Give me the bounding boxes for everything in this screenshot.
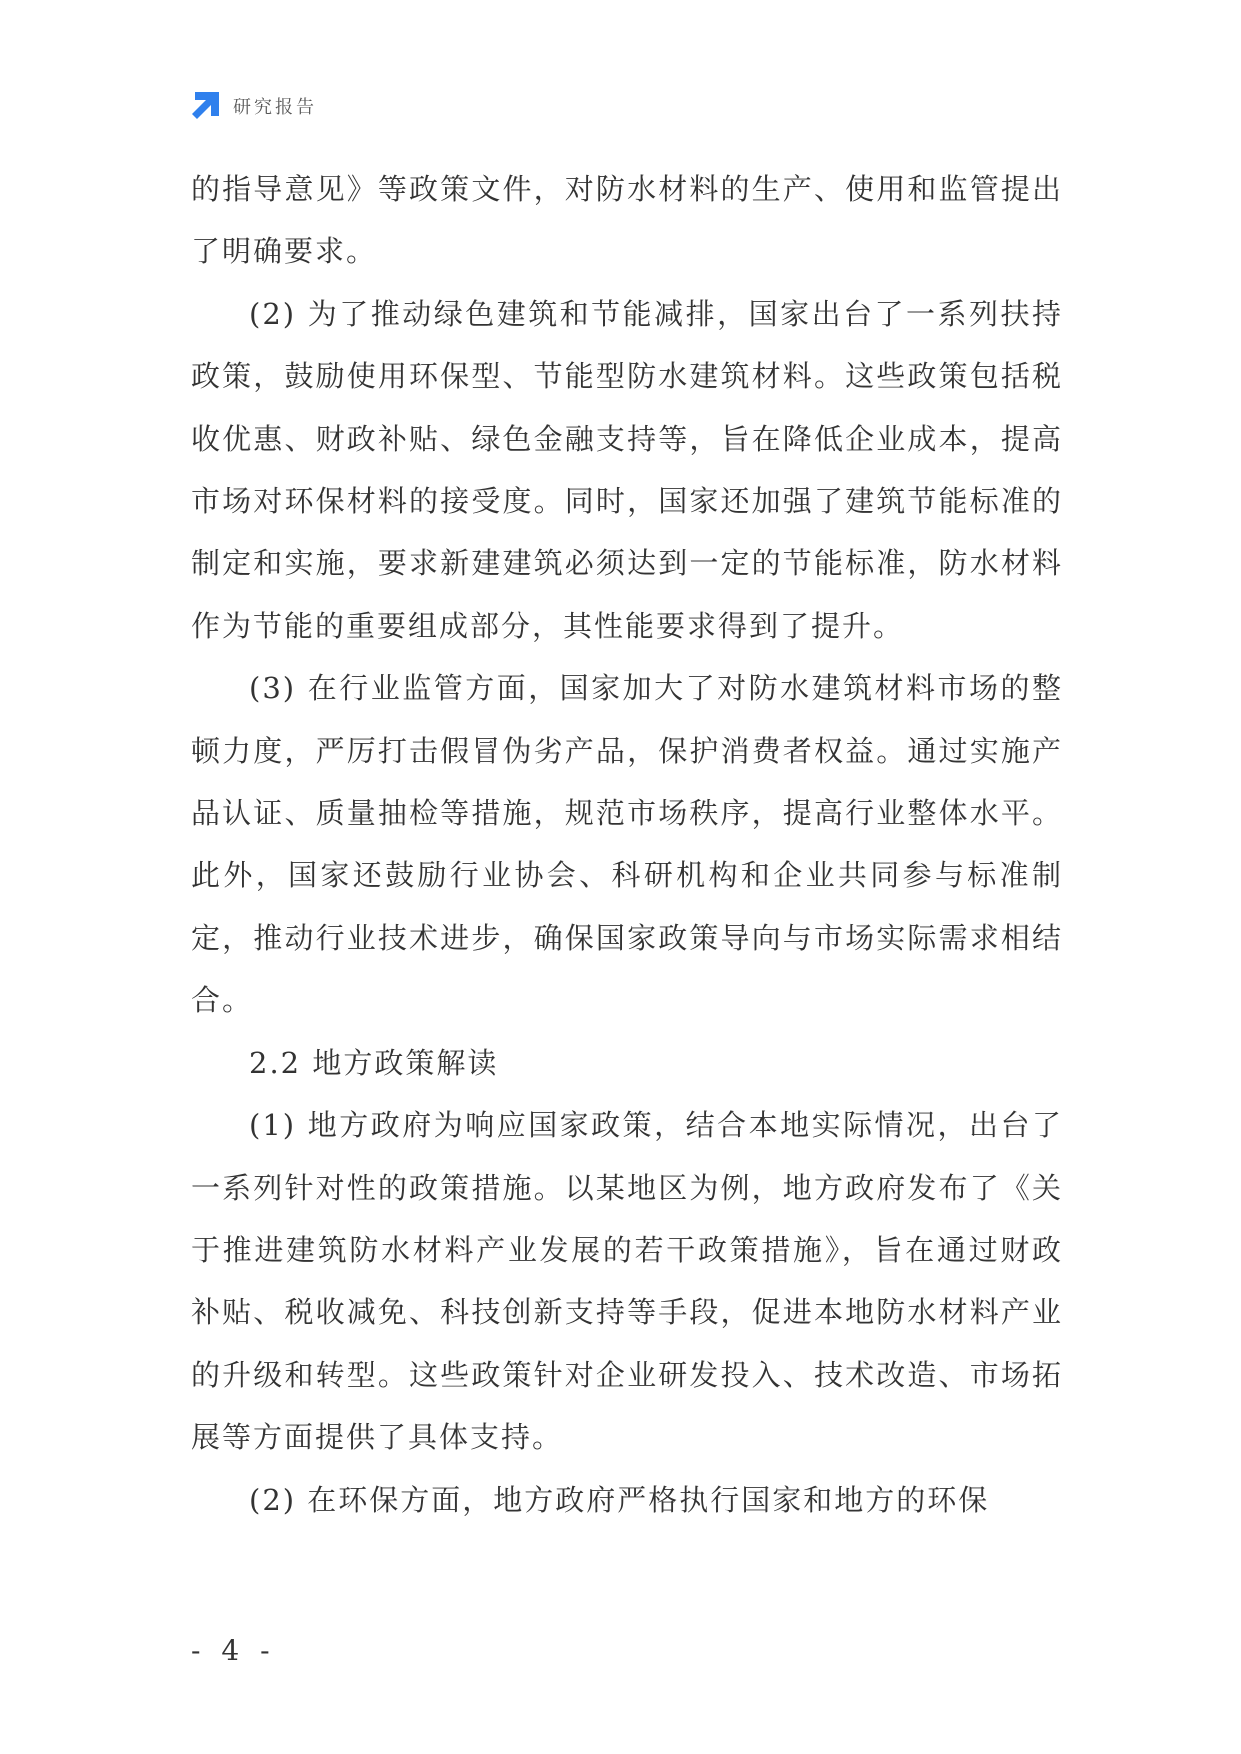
paragraph-national-policy-2: (2) 为了推动绿色建筑和节能减排，国家出台了一系列扶持政策，鼓励使用环保型、节能型防水建筑材料。这些政策包括税收优惠、财政补贴、绿色金融支持等，旨在降低企业成本，提高市场对环保材料的接受度。同时，国家还加强了建筑节能标准的制定和实施，要求新建建筑必须达到一定的节能标准，防水材料作为节能的重要组成部分，其性能要求得到了提升。 [191,296,1063,643]
document-body [191,158,1063,1531]
paragraph-national-policy-3: (3) 在行业监管方面，国家加大了对防水建筑材料市场的整顿力度，严厉打击假冒伪劣产品，保护消费者权益。通过实施产品认证、质量抽检等措施，规范市场秩序，提高行业整体水平。此外，国家还鼓励行业协会、科研机构和企业共同参与标准制定，推动行业技术进步，确保国家政策导向与市场实际需求相结合。 [191,671,1063,1018]
header-title: 研究报告 [233,97,317,118]
paragraph-continuation: 的指导意见》等政策文件，对防水材料的生产、使用和监管提出了明确要求。 [191,172,1063,269]
paragraph-local-policy-1: (1) 地方政府为响应国家政策，结合本地实际情况，出台了一系列针对性的政策措施。以某地区为例，地方政府发布了《关于推进建筑防水材料产业发展的若干政策措施》，旨在通过财政补贴、税收减免、科技创新支持等手段，促进本地防水材料产业的升级和转型。这些政策针对企业研发投入、技术改造、市场拓展等方面提供了具体支持。 [191,1108,1063,1455]
report-header [189,88,317,124]
page-number: - 4 - [191,1634,276,1667]
section-heading-local-policy: 2.2 地方政策解读 [249,1045,499,1080]
paragraph-local-policy-2: (2) 在环保方面，地方政府严格执行国家和地方的环保 [249,1482,990,1517]
arrow-up-right-logo-icon [189,90,221,122]
